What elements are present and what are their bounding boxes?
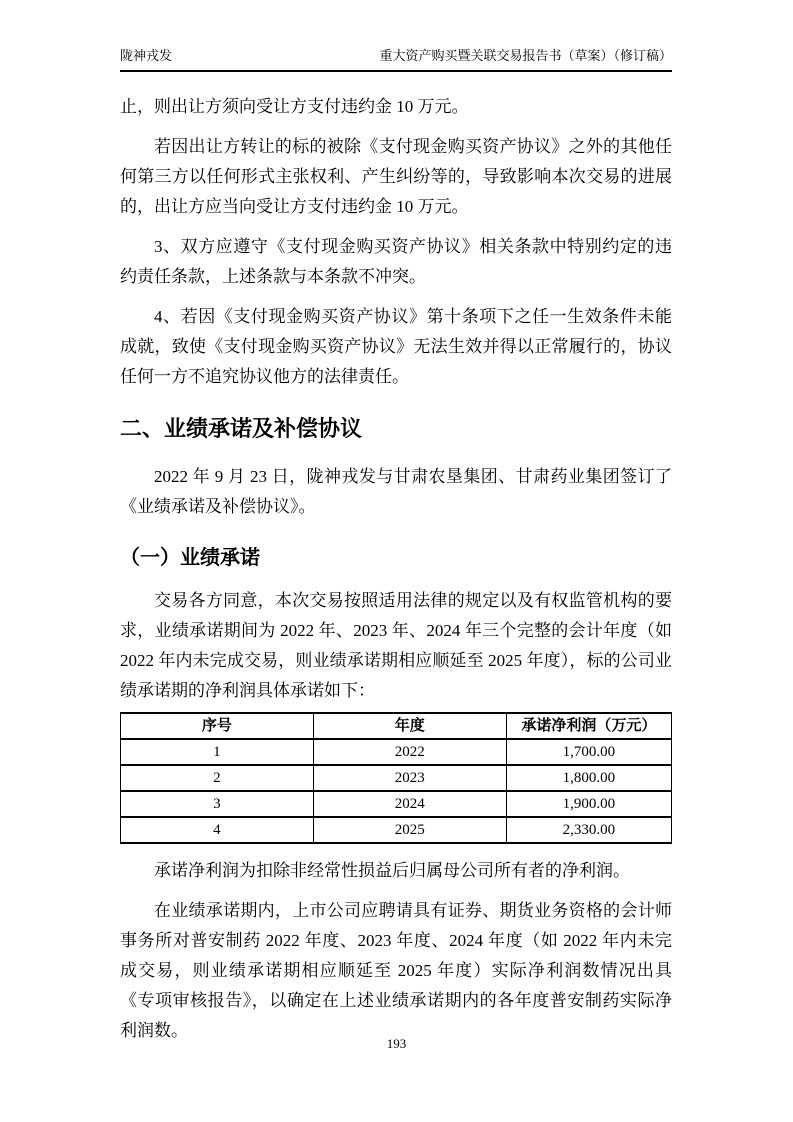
table-header-promised-profit: 承诺净利润（万元）	[506, 713, 671, 739]
paragraph-commitment-period: 交易各方同意，本次交易按照适用法律的规定以及有权监管机构的要求，业绩承诺期间为 2022 年、2023 年、2024 年三个完整的会计年度（如 2022 年内未完成交易，则业绩承诺期相应顺延至 2025 年度），标的公司业绩承诺期的净利润具体承诺如下：	[120, 590, 672, 700]
table-row	[121, 739, 672, 765]
cell-year: 2022	[313, 739, 506, 765]
promised-net-profit-table	[120, 712, 672, 844]
cell-profit: 2,330.00	[506, 817, 671, 843]
cell-profit: 1,900.00	[506, 791, 671, 817]
page-header	[120, 48, 672, 72]
cell-year: 2025	[313, 817, 506, 843]
cell-year: 2024	[313, 791, 506, 817]
table-row	[121, 765, 672, 791]
cell-index: 3	[121, 791, 314, 817]
table-row	[121, 817, 672, 843]
page-number: 193	[386, 1036, 407, 1051]
table-header-row	[121, 713, 672, 739]
document-content	[120, 92, 672, 1046]
page-footer	[0, 1036, 793, 1052]
header-company-name: 陇神戎发	[120, 48, 173, 63]
paragraph-continuation: 止，则出让方须向受让方支付违约金 10 万元。	[120, 96, 469, 116]
cell-profit: 1,700.00	[506, 739, 671, 765]
paragraph-net-profit-definition: 承诺净利润为扣除非经常性损益后归属母公司所有者的净利润。	[154, 860, 630, 880]
cell-profit: 1,800.00	[506, 765, 671, 791]
cell-index: 4	[121, 817, 314, 843]
paragraph-agreement-signing: 2022 年 9 月 23 日，陇神戎发与甘肃农垦集团、甘肃药业集团签订了《业绩承诺及补偿协议》。	[120, 466, 672, 516]
paragraph-clause-3: 3、双方应遵守《支付现金购买资产协议》相关条款中特别约定的违约责任条款，上述条款与本条款不冲突。	[120, 236, 672, 286]
paragraph-clause-4: 4、若因《支付现金购买资产协议》第十条项下之任一生效条件未能成就，致使《支付现金购买资产协议》无法生效并得以正常履行的，协议任何一方不追究协议他方的法律责任。	[120, 306, 672, 386]
table-header-year: 年度	[313, 713, 506, 739]
cell-year: 2023	[313, 765, 506, 791]
cell-index: 1	[121, 739, 314, 765]
section-heading-performance-commitment: 二、业绩承诺及补偿协议	[120, 415, 363, 441]
paragraph-audit-report: 在业绩承诺期内，上市公司应聘请具有证券、期货业务资格的会计师事务所对普安制药 2022 年度、2023 年度、2024 年度（如 2022 年内未完成交易，则业绩承诺期相应顺延至 2025 年度）实际净利润数情况出具《专项审核报告》，以确定在上述业绩承诺期内的各年度普安制药实际净利润数。	[120, 900, 672, 1040]
paragraph-third-party-claims: 若因出让方转让的标的被除《支付现金购买资产协议》之外的其他任何第三方以任何形式主张权利、产生纠纷等的，导致影响本次交易的进展的，出让方应当向受让方支付违约金 10 万元。	[120, 136, 672, 216]
table-row	[121, 791, 672, 817]
cell-index: 2	[121, 765, 314, 791]
header-report-title: 重大资产购买暨关联交易报告书（草案）（修订稿）	[379, 48, 672, 63]
table-header-index: 序号	[121, 713, 314, 739]
subsection-heading-performance-promise: （一）业绩承诺	[120, 546, 260, 569]
